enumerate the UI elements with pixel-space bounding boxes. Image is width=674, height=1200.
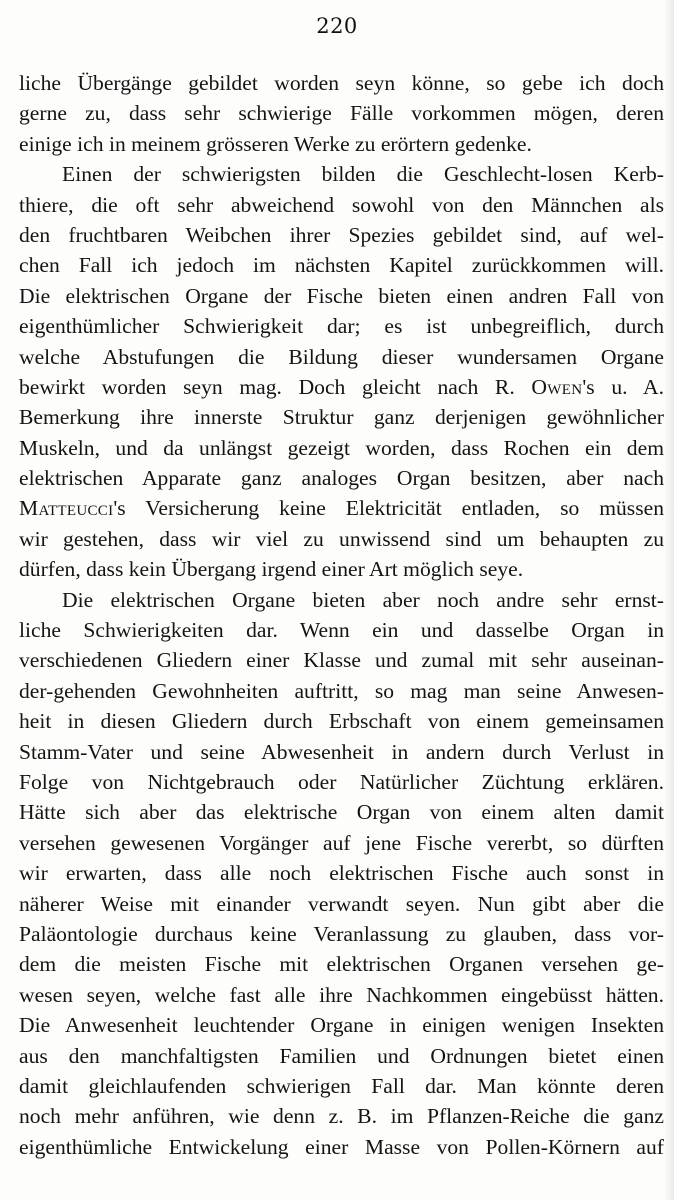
text-line-content: thiere, die oft sehr abweichend sowohl von den Männchen als [19, 192, 664, 217]
text-line [19, 980, 664, 1010]
text-line-content: gerne zu, dass sehr schwierige Fälle vorkommen mögen, deren [19, 101, 664, 126]
text-line-content: damit gleichlaufenden schwierigen Fall dar. Man könnte deren [19, 1073, 664, 1098]
text-line-content: Die Anwesenheit leuchtender Organe in einigen wenigen Insekten [19, 1013, 664, 1038]
text-line-content: Hätte sich aber das elektrische Organ von einem alten damit [19, 800, 664, 825]
text-line-continuation: 's Versicherung keine Elektricität entladen, so müssen [113, 496, 664, 521]
text-line-content: chen Fall ich jedoch im nächsten Kapitel zurückkommen will. [19, 253, 664, 278]
text-line [19, 828, 664, 858]
text-line-content: Folge von Nichtgebrauch oder Natürlicher Züchtung erklären. [19, 769, 664, 794]
text-line-content: einige ich in meinem grösseren Werke zu erörtern gedenke. [19, 131, 532, 156]
text-line [19, 797, 664, 827]
text-line [19, 858, 664, 888]
text-line [19, 1041, 664, 1071]
text-line [19, 463, 664, 493]
text-line [19, 1010, 664, 1040]
body-text [19, 68, 664, 1162]
text-line-content: verschiedenen Gliedern einer Klasse und zumal mit sehr auseinan- [19, 648, 664, 673]
text-line [19, 889, 664, 919]
text-line [19, 737, 664, 767]
text-line-content: dem die meisten Fische mit elektrischen Organen versehen ge- [19, 952, 664, 977]
text-line [19, 250, 664, 280]
text-line [19, 190, 664, 220]
text-line-content: näherer Weise mit einander verwandt seyen. Nun gibt aber die [19, 891, 664, 916]
text-line [19, 1132, 664, 1162]
text-line [19, 281, 664, 311]
text-line-content: noch mehr anführen, wie denn z. B. im Pflanzen-Reiche die ganz [19, 1104, 664, 1129]
text-line [19, 585, 664, 615]
text-line [19, 767, 664, 797]
text-line-content: dürfen, dass kein Übergang irgend einer Art möglich seye. [19, 557, 524, 582]
text-line-content: Muskeln, und da unlängst gezeigt worden, dass Rochen ein dem [19, 435, 664, 460]
page-number: 220 [316, 14, 358, 38]
text-line-content: Paläontologie durchaus keine Veranlassung zu glauben, dass vor- [19, 921, 664, 946]
text-line [19, 433, 664, 463]
author-name: Matteucci [19, 496, 114, 521]
text-line-content: wesen seyen, welche fast alle ihre Nachkommen eingebüsst hätten. [19, 982, 664, 1007]
text-line-content: wir gestehen, dass wir viel zu unwissend sind um behaupten zu [19, 526, 664, 551]
text-line [19, 706, 664, 736]
text-line-content: eigenthümlicher Schwierigkeit dar; es ist unbegreiflich, durch [19, 314, 664, 339]
text-line [19, 68, 664, 98]
text-line [19, 554, 664, 584]
text-line-content: liche Schwierigkeiten dar. Wenn ein und dasselbe Organ in [19, 618, 664, 643]
text-line [19, 159, 664, 189]
text-line-content: der-gehenden Gewohnheiten auftritt, so mag man seine Anwesen- [19, 678, 664, 703]
text-line-content: wir erwarten, dass alle noch elektrischen Fische auch sonst in [19, 861, 664, 886]
text-line [19, 676, 664, 706]
text-line-content: liche Übergänge gebildet worden seyn könne, so gebe ich doch [19, 71, 664, 95]
text-line-continuation: 's u. A. [582, 374, 664, 399]
text-line-content: heit in diesen Gliedern durch Erbschaft von einem gemeinsamen [19, 709, 664, 734]
text-line [19, 645, 664, 675]
text-line-content: Die elektrischen Organe bieten aber noch andre sehr ernst- [62, 587, 664, 612]
text-line-content: aus den manchfaltigsten Familien und Ordnungen bietet einen [19, 1043, 664, 1068]
text-line-content: eigenthümliche Entwickelung einer Masse von Pollen-Körnern auf [19, 1134, 664, 1159]
text-line-content: elektrischen Apparate ganz analoges Organ besitzen, aber nach [19, 466, 664, 491]
text-line-content: den fruchtbaren Weibchen ihrer Spezies gebildet sind, auf wel- [19, 222, 664, 247]
text-line-content: welche Abstufungen die Bildung dieser wundersamen Organe [19, 344, 664, 369]
text-line [19, 615, 664, 645]
text-line [19, 493, 664, 523]
text-line [19, 98, 664, 128]
text-line [19, 372, 664, 402]
text-line [19, 524, 664, 554]
text-line [19, 402, 664, 432]
text-line [19, 342, 664, 372]
text-line [19, 1101, 664, 1131]
page-edge-shadow [664, 0, 674, 1200]
text-line [19, 129, 664, 159]
text-line [19, 311, 664, 341]
text-line [19, 949, 664, 979]
text-line [19, 220, 664, 250]
text-line-content: versehen gewesenen Vorgänger auf jene Fische vererbt, so dürften [19, 830, 664, 855]
text-line-content: Die elektrischen Organe der Fische bieten einen andren Fall von [19, 283, 664, 308]
text-line-content: Einen der schwierigsten bilden die Geschlecht-losen Kerb- [62, 162, 664, 187]
text-line-content: bewirkt worden seyn mag. Doch gleicht nach R. [19, 374, 532, 399]
text-line [19, 1071, 664, 1101]
author-name: Owen [531, 374, 583, 399]
text-line-content: Bemerkung ihre innerste Struktur ganz derjenigen gewöhnlicher [19, 405, 664, 430]
text-line-content: Stamm-Vater und seine Abwesenheit in andern durch Verlust in [19, 739, 664, 764]
text-line [19, 919, 664, 949]
